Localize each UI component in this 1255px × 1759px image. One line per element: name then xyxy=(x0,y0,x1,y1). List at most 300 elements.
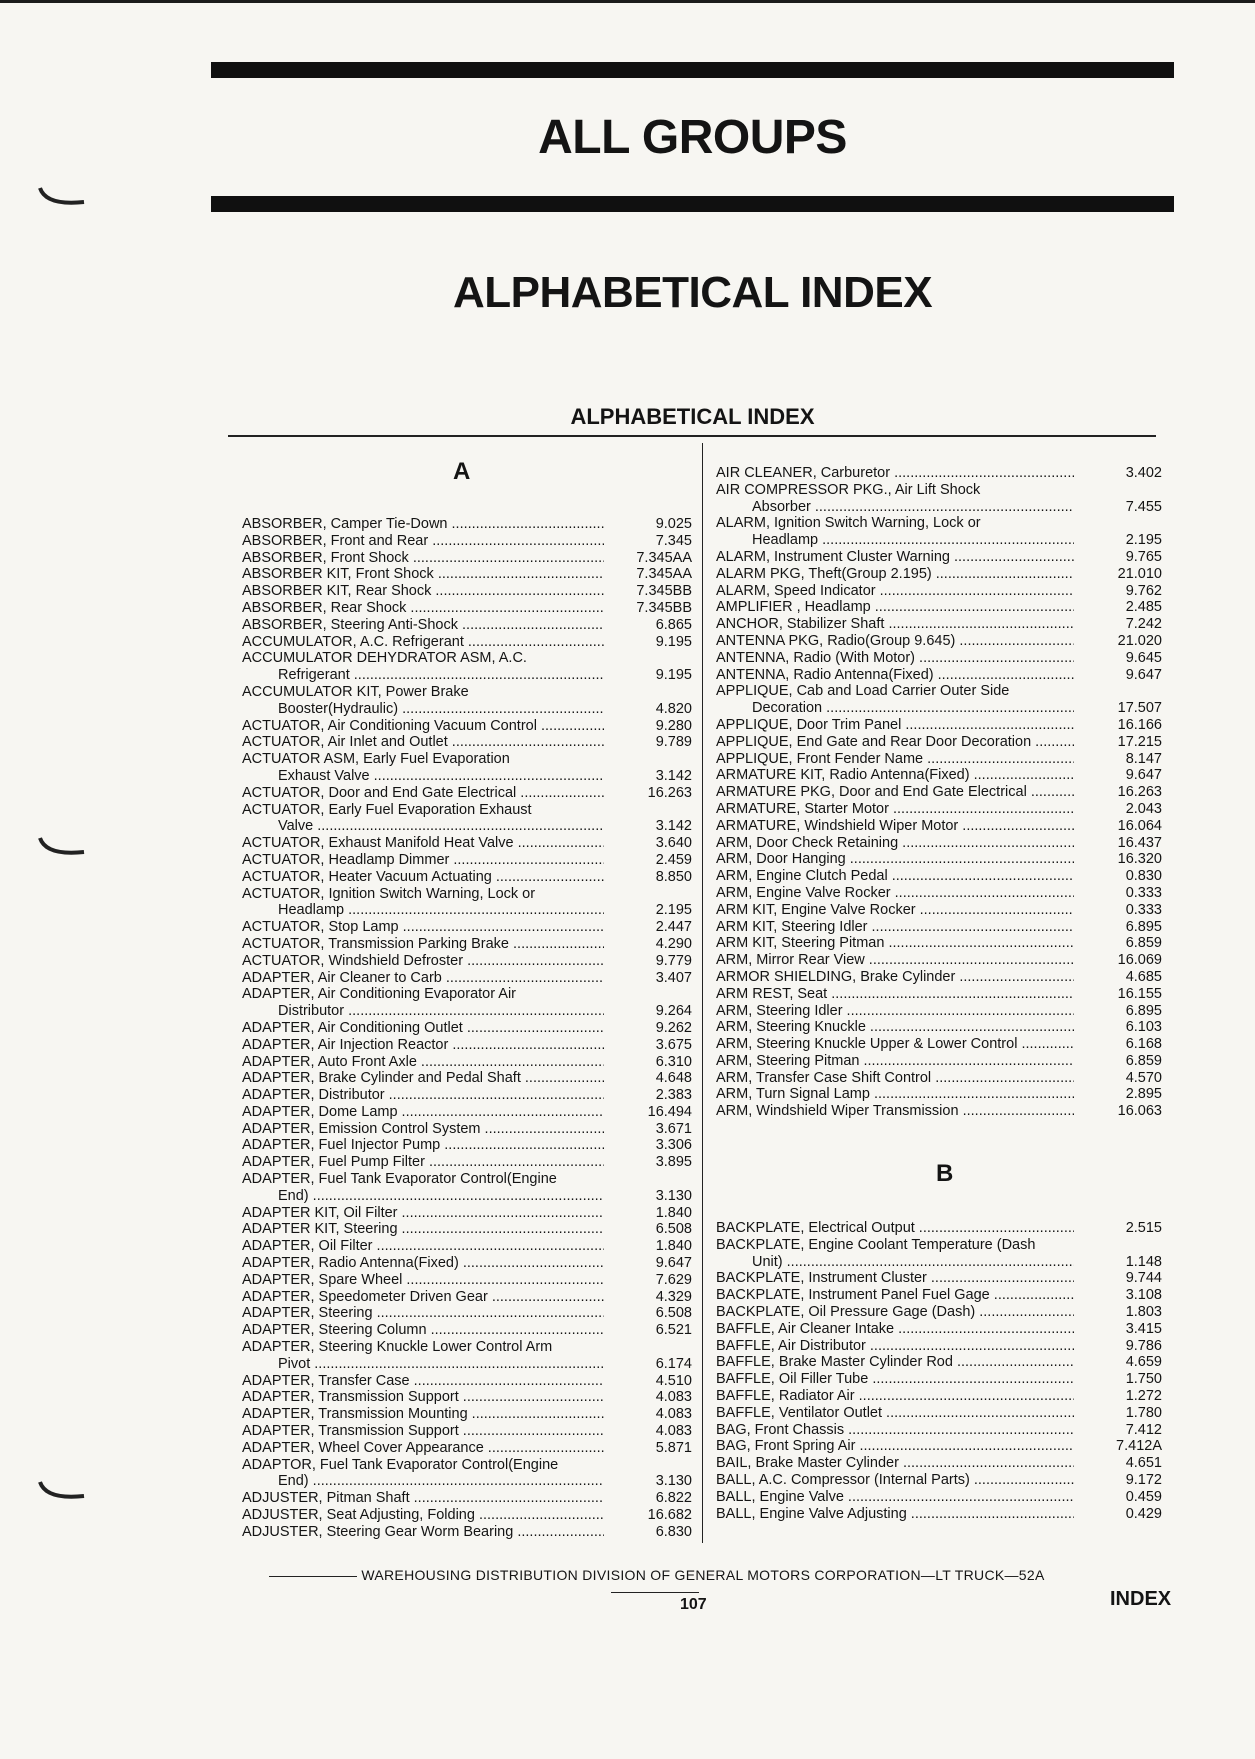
footer-division-text: WAREHOUSING DISTRIBUTION DIVISION OF GENERAL MOTORS CORPORATION—LT TRUCK—52A xyxy=(232,1567,1078,1599)
index-entry xyxy=(242,1305,692,1322)
entry-text: ADAPTER, Radio Antenna(Fixed) ..... xyxy=(242,1255,604,1271)
entry-page-ref: 2.459 xyxy=(655,851,692,868)
entry-page-ref: 2.485 xyxy=(1125,599,1162,616)
entry-text: ADAPTER, Wheel Cover Appearance ..... xyxy=(242,1440,604,1456)
entry-text: APPLIQUE, Door Trim Panel ..... xyxy=(716,717,1074,733)
entry-text: ARM, Steering Knuckle Upper & Lower Control ..... xyxy=(716,1036,1074,1052)
index-entry xyxy=(716,1003,1162,1020)
entry-page-ref: 0.333 xyxy=(1125,901,1162,918)
index-entry xyxy=(242,919,692,936)
entry-text-continued: Headlamp ..... xyxy=(716,532,1074,549)
entry-page-ref: 2.383 xyxy=(655,1087,692,1104)
entry-text: BACKPLATE, Instrument Cluster ..... xyxy=(716,1270,1074,1286)
index-entry xyxy=(716,986,1162,1003)
index-entry xyxy=(242,852,692,869)
entry-page-ref: 9.172 xyxy=(1125,1472,1162,1489)
entry-text: BALL, Engine Valve Adjusting ..... xyxy=(716,1506,1074,1522)
entry-page-ref: 2.515 xyxy=(1125,1220,1162,1237)
entry-text: ACTUATOR ASM, Early Fuel Evaporation xyxy=(242,751,510,768)
index-entry xyxy=(242,1440,692,1457)
index-entry xyxy=(242,802,692,836)
entry-page-ref: 6.859 xyxy=(1125,935,1162,952)
index-entry xyxy=(716,1388,1162,1405)
index-entry xyxy=(242,886,692,920)
entry-page-ref: 6.822 xyxy=(655,1490,692,1507)
group-title: ALL GROUPS xyxy=(538,111,847,164)
index-entry xyxy=(242,1423,692,1440)
entry-page-ref: 9.744 xyxy=(1125,1270,1162,1287)
entry-text: ADAPTER, Air Conditioning Outlet ..... xyxy=(242,1020,604,1036)
index-entry xyxy=(242,650,692,684)
entry-page-ref: 16.064 xyxy=(1117,817,1162,834)
entry-page-ref: 16.069 xyxy=(1117,952,1162,969)
entry-page-ref: 9.645 xyxy=(1125,649,1162,666)
entry-text: BAFFLE, Air Cleaner Intake ..... xyxy=(716,1321,1074,1337)
index-entry xyxy=(716,935,1162,952)
entry-page-ref: 7.345AA xyxy=(636,566,692,583)
index-entry xyxy=(716,1354,1162,1371)
index-entry xyxy=(242,1524,692,1541)
index-entry xyxy=(242,1389,692,1406)
entry-page-ref: 1.272 xyxy=(1125,1388,1162,1405)
entry-text-continued: End) ..... xyxy=(242,1473,604,1490)
index-entry xyxy=(716,1086,1162,1103)
index-entry xyxy=(242,986,692,1020)
index-entry xyxy=(242,1104,692,1121)
entry-page-ref: 2.195 xyxy=(1125,532,1162,549)
entry-page-ref: 3.130 xyxy=(655,1473,692,1490)
entry-text: ADAPTER, Emission Control System ..... xyxy=(242,1121,604,1137)
entry-text: ACTUATOR, Door and End Gate Electrical ..... xyxy=(242,785,604,801)
entry-page-ref: 8.147 xyxy=(1125,750,1162,767)
entry-text: ADJUSTER, Pitman Shaft ..... xyxy=(242,1490,604,1506)
entry-text-continued: Unit) ..... xyxy=(716,1254,1074,1271)
index-entry xyxy=(716,1019,1162,1036)
entry-page-ref: 4.083 xyxy=(655,1389,692,1406)
entry-page-ref: 16.263 xyxy=(1117,784,1162,801)
index-entry xyxy=(716,952,1162,969)
entry-text: ABSORBER, Rear Shock ..... xyxy=(242,600,604,616)
entry-page-ref: 7.345BB xyxy=(636,599,692,616)
index-entry xyxy=(716,667,1162,684)
index-entry xyxy=(716,1237,1162,1271)
entry-text-continued: Pivot ..... xyxy=(242,1356,604,1373)
entry-text: BACKPLATE, Instrument Panel Fuel Gage ..... xyxy=(716,1287,1074,1303)
index-entry xyxy=(716,1287,1162,1304)
entry-text: BAIL, Brake Master Cylinder ..... xyxy=(716,1455,1074,1471)
entry-page-ref: 16.063 xyxy=(1117,1103,1162,1120)
entry-text: ACTUATOR, Air Conditioning Vacuum Control ..... xyxy=(242,718,604,734)
entry-text: BALL, A.C. Compressor (Internal Parts) ..... xyxy=(716,1472,1074,1488)
index-entry xyxy=(716,1472,1162,1489)
index-entry xyxy=(716,1070,1162,1087)
entry-text: ACTUATOR, Stop Lamp ..... xyxy=(242,919,604,935)
entry-text: BAFFLE, Ventilator Outlet ..... xyxy=(716,1405,1074,1421)
entry-page-ref: 4.083 xyxy=(655,1423,692,1440)
index-entry xyxy=(242,835,692,852)
entry-page-ref: 9.025 xyxy=(655,516,692,532)
index-entry xyxy=(716,599,1162,616)
index-entry xyxy=(716,851,1162,868)
entry-page-ref: 6.865 xyxy=(655,616,692,633)
entry-text: ADAPTER, Auto Front Axle ..... xyxy=(242,1054,604,1070)
entry-page-ref: 6.895 xyxy=(1125,1002,1162,1019)
entry-text: BAG, Front Chassis ..... xyxy=(716,1422,1074,1438)
entry-text: ALARM PKG, Theft(Group 2.195) ..... xyxy=(716,566,1074,582)
entry-text: ACTUATOR, Exhaust Manifold Heat Valve ..... xyxy=(242,835,604,851)
entry-page-ref: 4.659 xyxy=(1125,1354,1162,1371)
index-entry xyxy=(242,1205,692,1222)
entry-page-ref: 17.215 xyxy=(1117,733,1162,750)
entry-text: ADAPTER, Oil Filter ..... xyxy=(242,1238,604,1254)
entry-page-ref: 3.130 xyxy=(655,1187,692,1204)
entry-page-ref: 4.651 xyxy=(1125,1455,1162,1472)
entry-page-ref: 6.103 xyxy=(1125,1019,1162,1036)
entry-text: ARM KIT, Steering Pitman ..... xyxy=(716,935,1074,951)
index-entry xyxy=(242,1087,692,1104)
entry-page-ref: 9.789 xyxy=(655,734,692,751)
index-entry xyxy=(716,969,1162,986)
entry-page-ref: 3.142 xyxy=(655,818,692,835)
entry-text: ADAPTER, Transmission Mounting ..... xyxy=(242,1406,604,1422)
entry-page-ref: 2.043 xyxy=(1125,800,1162,817)
entry-page-ref: 9.195 xyxy=(655,633,692,650)
entry-text: ARM KIT, Engine Valve Rocker ..... xyxy=(716,902,1074,918)
index-entry xyxy=(716,1371,1162,1388)
index-entry xyxy=(716,919,1162,936)
index-entry xyxy=(242,634,692,651)
index-entry xyxy=(242,1272,692,1289)
entry-page-ref: 1.840 xyxy=(655,1204,692,1221)
entry-page-ref: 21.010 xyxy=(1117,565,1162,582)
index-entry xyxy=(716,1405,1162,1422)
entry-page-ref: 6.830 xyxy=(655,1523,692,1540)
entry-page-ref: 7.412 xyxy=(1125,1421,1162,1438)
index-entry xyxy=(716,683,1162,717)
entry-page-ref: 4.570 xyxy=(1125,1069,1162,1086)
entry-page-ref: 0.429 xyxy=(1125,1505,1162,1522)
entry-text: ACCUMULATOR KIT, Power Brake xyxy=(242,683,469,700)
entry-text: ABSORBER, Camper Tie-Down ..... xyxy=(242,516,604,532)
entry-text: ADAPTER, Spare Wheel ..... xyxy=(242,1272,604,1288)
index-entry xyxy=(242,1154,692,1171)
column-divider xyxy=(702,443,703,1543)
index-entry xyxy=(716,767,1162,784)
entry-text: APPLIQUE, Front Fender Name ..... xyxy=(716,751,1074,767)
index-entry xyxy=(716,1321,1162,1338)
entry-page-ref: 9.280 xyxy=(655,717,692,734)
index-entry xyxy=(716,1455,1162,1472)
entry-text: ARM, Steering Knuckle ..... xyxy=(716,1019,1074,1035)
index-entry xyxy=(716,818,1162,835)
entry-text-continued: End) ..... xyxy=(242,1188,604,1205)
index-entry xyxy=(242,1020,692,1037)
entry-text: BACKPLATE, Engine Coolant Temperature (Dash xyxy=(716,1236,1036,1253)
entry-text: BAG, Front Spring Air ..... xyxy=(716,1438,1074,1454)
entry-text: ADAPTER KIT, Steering ..... xyxy=(242,1221,604,1237)
entry-page-ref: 16.437 xyxy=(1117,834,1162,851)
entry-text: ARM, Engine Clutch Pedal ..... xyxy=(716,868,1074,884)
index-entry xyxy=(242,734,692,751)
entry-page-ref: 1.780 xyxy=(1125,1404,1162,1421)
entry-text-continued: Refrigerant ..... xyxy=(242,667,604,684)
index-entry xyxy=(242,533,692,550)
entry-page-ref: 16.320 xyxy=(1117,851,1162,868)
index-entry xyxy=(242,1037,692,1054)
entry-text: ADAPTER, Brake Cylinder and Pedal Shaft ..... xyxy=(242,1070,604,1086)
entry-text: AIR COMPRESSOR PKG., Air Lift Shock xyxy=(716,481,981,498)
entry-page-ref: 6.508 xyxy=(655,1221,692,1238)
entry-text: ARM, Steering Idler ..... xyxy=(716,1003,1074,1019)
index-entry xyxy=(716,566,1162,583)
index-entry xyxy=(242,1137,692,1154)
header-bar-bottom xyxy=(211,196,1174,212)
section-letter-b: B xyxy=(936,1160,954,1187)
entry-text: ARM, Turn Signal Lamp ..... xyxy=(716,1086,1074,1102)
index-entry xyxy=(716,801,1162,818)
entry-text: ACCUMULATOR, A.C. Refrigerant ..... xyxy=(242,634,604,650)
entry-page-ref: 9.762 xyxy=(1125,582,1162,599)
entry-text: ADAPTER, Speedometer Driven Gear ..... xyxy=(242,1289,604,1305)
index-entry xyxy=(242,1255,692,1272)
entry-text: ADAPTER, Air Conditioning Evaporator Air xyxy=(242,986,517,1003)
binder-hole-mark-icon xyxy=(38,836,86,860)
entry-page-ref: 3.306 xyxy=(655,1137,692,1154)
index-entry xyxy=(716,1489,1162,1506)
entry-text: ANTENNA PKG, Radio(Group 9.645) ..... xyxy=(716,633,1074,649)
entry-text: ADAPTER KIT, Oil Filter ..... xyxy=(242,1205,604,1221)
entry-page-ref: 16.166 xyxy=(1117,716,1162,733)
entry-text: ARM REST, Seat ..... xyxy=(716,986,1074,1002)
entry-page-ref: 9.647 xyxy=(655,1255,692,1272)
entry-text: ADJUSTER, Steering Gear Worm Bearing ..... xyxy=(242,1524,604,1540)
entry-page-ref: 3.407 xyxy=(655,969,692,986)
entry-page-ref: 3.640 xyxy=(655,835,692,852)
index-entry xyxy=(716,1338,1162,1355)
entry-page-ref: 9.195 xyxy=(655,667,692,684)
entry-text: ARM, Door Check Retaining ..... xyxy=(716,835,1074,851)
entry-text: ADJUSTER, Seat Adjusting, Folding ..... xyxy=(242,1507,604,1523)
index-list-a-right xyxy=(716,465,1162,1120)
entry-text: ADAPTER, Air Cleaner to Carb ..... xyxy=(242,970,604,986)
entry-page-ref: 4.329 xyxy=(655,1288,692,1305)
entry-text: ACTUATOR, Headlamp Dimmer ..... xyxy=(242,852,604,868)
entry-page-ref: 6.508 xyxy=(655,1305,692,1322)
entry-text: APPLIQUE, Cab and Load Carrier Outer Side xyxy=(716,683,1010,700)
entry-page-ref: 16.682 xyxy=(647,1507,692,1524)
entry-text: ADAPTER, Fuel Pump Filter ..... xyxy=(242,1154,604,1170)
index-column-left xyxy=(242,516,692,1541)
entry-text: ADAPTER, Transfer Case ..... xyxy=(242,1373,604,1389)
entry-page-ref: 21.020 xyxy=(1117,632,1162,649)
entry-page-ref: 0.333 xyxy=(1125,884,1162,901)
entry-page-ref: 9.262 xyxy=(655,1019,692,1036)
index-entry xyxy=(242,1490,692,1507)
index-entry xyxy=(242,953,692,970)
index-entry xyxy=(242,516,692,533)
entry-text: ABSORBER KIT, Front Shock ..... xyxy=(242,566,604,582)
entry-text: ARMATURE PKG, Door and End Gate Electrical ..... xyxy=(716,784,1074,800)
index-entry xyxy=(242,718,692,735)
entry-text: ALARM, Ignition Switch Warning, Lock or xyxy=(716,515,981,532)
index-entry xyxy=(242,751,692,785)
index-entry xyxy=(716,717,1162,734)
entry-page-ref: 5.871 xyxy=(655,1439,692,1456)
index-entry xyxy=(242,684,692,718)
entry-text: ALARM, Speed Indicator ..... xyxy=(716,583,1074,599)
index-list-b xyxy=(716,1220,1162,1522)
entry-page-ref: 1.148 xyxy=(1125,1253,1162,1270)
entry-text: BACKPLATE, Electrical Output ..... xyxy=(716,1220,1074,1236)
entry-page-ref: 1.750 xyxy=(1125,1371,1162,1388)
entry-text: ACTUATOR, Air Inlet and Outlet ..... xyxy=(242,734,604,750)
index-entry xyxy=(242,1289,692,1306)
binder-hole-mark-icon xyxy=(38,186,86,210)
entry-page-ref: 3.895 xyxy=(655,1154,692,1171)
entry-text: ADAPTER, Steering Column ..... xyxy=(242,1322,604,1338)
index-entry xyxy=(242,1322,692,1339)
entry-text: ANCHOR, Stabilizer Shaft ..... xyxy=(716,616,1074,632)
entry-page-ref: 3.402 xyxy=(1125,465,1162,481)
entry-text: ADAPTER, Transmission Support ..... xyxy=(242,1389,604,1405)
entry-text: ARM KIT, Steering Idler ..... xyxy=(716,919,1074,935)
index-entry xyxy=(242,1238,692,1255)
index-entry xyxy=(716,734,1162,751)
entry-text: ABSORBER KIT, Rear Shock ..... xyxy=(242,583,604,599)
entry-page-ref: 1.803 xyxy=(1125,1304,1162,1321)
entry-text: ADAPTER, Distributor ..... xyxy=(242,1087,604,1103)
index-entry xyxy=(716,868,1162,885)
entry-page-ref: 16.494 xyxy=(647,1103,692,1120)
index-entry xyxy=(716,1304,1162,1321)
index-entry xyxy=(716,835,1162,852)
index-entry xyxy=(716,1506,1162,1523)
entry-text-continued: Decoration ..... xyxy=(716,700,1074,717)
entry-text: ACTUATOR, Early Fuel Evaporation Exhaust xyxy=(242,801,532,818)
entry-page-ref: 6.521 xyxy=(655,1322,692,1339)
entry-text: AIR CLEANER, Carburetor ..... xyxy=(716,465,1074,481)
entry-text-continued: Distributor ..... xyxy=(242,1003,604,1020)
index-entry xyxy=(242,566,692,583)
entry-page-ref: 6.310 xyxy=(655,1053,692,1070)
index-entry xyxy=(242,1121,692,1138)
index-entry xyxy=(242,617,692,634)
entry-text: APPLIQUE, End Gate and Rear Door Decoration ..... xyxy=(716,734,1074,750)
entry-page-ref: 7.345 xyxy=(655,532,692,549)
index-entry xyxy=(716,1270,1162,1287)
entry-text: BACKPLATE, Oil Pressure Gage (Dash) ..... xyxy=(716,1304,1074,1320)
entry-page-ref: 4.290 xyxy=(655,935,692,952)
section-b-spacer xyxy=(716,1120,1162,1220)
entry-text: ADAPTER, Dome Lamp ..... xyxy=(242,1104,604,1120)
entry-text: ARM, Steering Pitman ..... xyxy=(716,1053,1074,1069)
entry-text-continued: Exhaust Valve ..... xyxy=(242,768,604,785)
entry-text: ADAPTOR, Fuel Tank Evaporator Control(Engine xyxy=(242,1456,559,1473)
index-entry xyxy=(716,515,1162,549)
entry-text: ARMATURE KIT, Radio Antenna(Fixed) ..... xyxy=(716,767,1074,783)
entry-page-ref: 4.510 xyxy=(655,1372,692,1389)
entry-page-ref: 3.675 xyxy=(655,1036,692,1053)
index-entry xyxy=(242,1457,692,1491)
entry-page-ref: 8.850 xyxy=(655,868,692,885)
entry-page-ref: 1.840 xyxy=(655,1238,692,1255)
entry-text: BAFFLE, Brake Master Cylinder Rod ..... xyxy=(716,1354,1074,1370)
index-entry xyxy=(242,936,692,953)
entry-text-continued: Valve ..... xyxy=(242,818,604,835)
index-entry xyxy=(716,1036,1162,1053)
entry-page-ref: 0.830 xyxy=(1125,868,1162,885)
entry-text: ACTUATOR, Windshield Defroster ..... xyxy=(242,953,604,969)
entry-page-ref: 9.765 xyxy=(1125,548,1162,565)
entry-page-ref: 7.345BB xyxy=(636,583,692,600)
entry-text: ADAPTER, Fuel Injector Pump ..... xyxy=(242,1137,604,1153)
entry-text: BAFFLE, Radiator Air ..... xyxy=(716,1388,1074,1404)
index-title: ALPHABETICAL INDEX xyxy=(452,268,933,317)
entry-page-ref: 9.264 xyxy=(655,1003,692,1020)
index-entry xyxy=(716,650,1162,667)
index-entry xyxy=(716,1438,1162,1455)
entry-text: ADAPTER, Steering ..... xyxy=(242,1305,604,1321)
entry-text: ARM, Door Hanging ..... xyxy=(716,851,1074,867)
entry-text: ABSORBER, Steering Anti-Shock ..... xyxy=(242,617,604,633)
entry-page-ref: 6.859 xyxy=(1125,1052,1162,1069)
index-entry xyxy=(242,583,692,600)
index-entry xyxy=(716,482,1162,516)
entry-page-ref: 16.155 xyxy=(1117,985,1162,1002)
index-entry xyxy=(242,1339,692,1373)
index-entry xyxy=(716,1103,1162,1120)
entry-text: ARMATURE, Starter Motor ..... xyxy=(716,801,1074,817)
index-entry xyxy=(716,465,1162,482)
entry-page-ref: 17.507 xyxy=(1117,700,1162,717)
entry-text: ADAPTER, Transmission Support ..... xyxy=(242,1423,604,1439)
entry-page-ref: 7.412A xyxy=(1116,1438,1162,1455)
index-entry xyxy=(716,784,1162,801)
entry-page-ref: 6.895 xyxy=(1125,918,1162,935)
entry-text: ARM, Windshield Wiper Transmission ..... xyxy=(716,1103,1074,1119)
index-column-right xyxy=(716,465,1162,1522)
index-entry xyxy=(716,549,1162,566)
entry-text: ARMATURE, Windshield Wiper Motor ..... xyxy=(716,818,1074,834)
entry-text: ANTENNA, Radio (With Motor) ..... xyxy=(716,650,1074,666)
entry-page-ref: 9.786 xyxy=(1125,1337,1162,1354)
entry-page-ref: 2.447 xyxy=(655,919,692,936)
entry-page-ref: 4.083 xyxy=(655,1406,692,1423)
index-entry xyxy=(716,616,1162,633)
index-entry xyxy=(242,1406,692,1423)
entry-text-continued: Booster(Hydraulic) ..... xyxy=(242,701,604,718)
entry-text: ARMOR SHIELDING, Brake Cylinder ..... xyxy=(716,969,1074,985)
entry-text: ACTUATOR, Ignition Switch Warning, Lock or xyxy=(242,885,536,902)
entry-page-ref: 6.168 xyxy=(1125,1036,1162,1053)
index-entry xyxy=(242,1054,692,1071)
index-entry xyxy=(716,885,1162,902)
entry-page-ref: 4.685 xyxy=(1125,968,1162,985)
index-entry xyxy=(242,869,692,886)
index-entry xyxy=(242,785,692,802)
entry-page-ref: 6.174 xyxy=(655,1355,692,1372)
entry-page-ref: 3.142 xyxy=(655,767,692,784)
index-entry xyxy=(716,1220,1162,1237)
subtitle-rule xyxy=(228,435,1156,437)
entry-text: ACTUATOR, Heater Vacuum Actuating ..... xyxy=(242,869,604,885)
entry-text: BAFFLE, Oil Filler Tube ..... xyxy=(716,1371,1074,1387)
entry-text-continued: Headlamp ..... xyxy=(242,902,604,919)
section-tag: INDEX xyxy=(1110,1588,1172,1610)
entry-page-ref: 2.895 xyxy=(1125,1086,1162,1103)
entry-text: ARM, Engine Valve Rocker ..... xyxy=(716,885,1074,901)
index-entry xyxy=(242,550,692,567)
